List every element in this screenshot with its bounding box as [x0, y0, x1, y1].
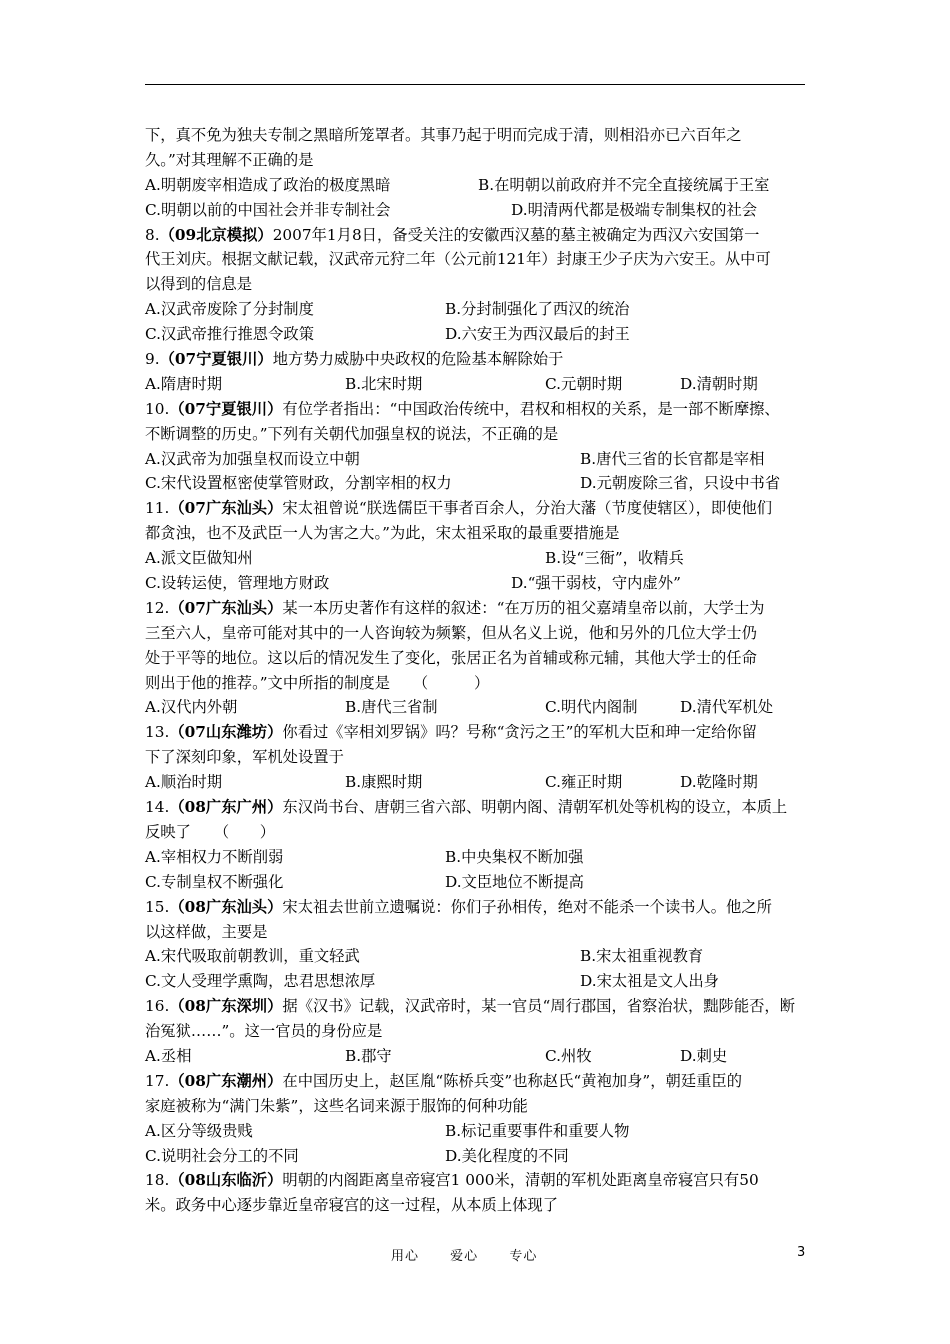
question-text: 有位学者指出：“中国政治传统中，君权和相权的关系，是一部不断摩擦、 — [282, 399, 780, 418]
option: C.元朝时期 — [545, 374, 623, 393]
question-stem-cont — [145, 1193, 810, 1218]
option: B.在明朝以前政府并不完全直接统属于王室 — [478, 175, 770, 194]
question-text: 宋太祖去世前立遗嘱说：你们子孙相传，绝对不能杀一个读书人。他之所 — [282, 897, 772, 916]
question-text: 米。政务中心逐步靠近皇帝寝宫的这一过程，从本质上体现了 — [145, 1196, 559, 1215]
question-stem-cont — [145, 671, 810, 696]
option: D.清代军机处 — [680, 698, 774, 717]
question-stem-cont — [145, 1094, 810, 1119]
option: D.文臣地位不断提高 — [445, 872, 584, 891]
options-row — [145, 1144, 810, 1169]
option: D.刺史 — [680, 1046, 728, 1065]
question-number: 11. — [145, 499, 170, 518]
question-stem-cont — [145, 1019, 810, 1044]
question-stem-cont — [145, 920, 810, 945]
question-text: 东汉尚书台、唐朝三省六部、明朝内阁、清朝军机处等机构的设立，本质上 — [282, 798, 788, 817]
question-text: 以这样做，主要是 — [145, 922, 268, 941]
question-stem — [145, 895, 810, 920]
option: B.分封制强化了西汉的统治 — [445, 300, 630, 319]
option: A.汉代内外朝 — [145, 698, 238, 717]
question-text: 地方势力威胁中央政权的危险基本解除始于 — [272, 350, 564, 369]
question-number: 12. — [145, 598, 170, 617]
question-stem-cont — [145, 646, 810, 671]
question-stem — [145, 720, 810, 745]
options-row — [145, 322, 810, 347]
question-source: （08广东汕头） — [169, 897, 283, 916]
question-stem — [145, 795, 810, 820]
question-source: （08广东深圳） — [169, 997, 283, 1016]
question-text: 某一本历史著作有这样的叙述：“在万历的祖父嘉靖皇帝以前，大学士为 — [282, 598, 765, 617]
option: A.宋代吸取前朝教训，重文轻武 — [145, 947, 360, 966]
option: B.唐代三省的长官都是宰相 — [580, 449, 765, 468]
option: B.北宋时期 — [345, 374, 423, 393]
option: B.标记重要事件和重要人物 — [445, 1121, 630, 1140]
option: A.丞相 — [145, 1046, 192, 1065]
options-row — [145, 1119, 810, 1144]
question-text: 据《汉书》记载，汉武帝时，某一官员“周行郡国，省察治状，黜陟能否，断 — [282, 997, 796, 1016]
question-source: （09北京模拟） — [159, 225, 273, 244]
options-row — [145, 571, 810, 596]
question-stem-cont — [145, 521, 810, 546]
motto-word: 专心 — [509, 1249, 538, 1264]
question-stem-cont — [145, 621, 810, 646]
question-stem-cont — [145, 820, 810, 845]
question-stem-cont — [145, 422, 810, 447]
page-number: 3 — [797, 1245, 806, 1260]
option: B.宋太祖重视教育 — [580, 947, 704, 966]
question-source: （08广东潮州） — [169, 1071, 283, 1090]
option: B.设“三衙”，收精兵 — [545, 549, 684, 568]
question-list — [145, 223, 810, 1219]
question-text: 在中国历史上，赵匡胤“陈桥兵变”也称赵氏“黄袍加身”，朝廷重臣的 — [282, 1071, 743, 1090]
option: A.汉武帝废除了分封制度 — [145, 300, 314, 319]
question-source: （08广东广州） — [169, 798, 283, 817]
header-rule — [145, 84, 805, 85]
question-stem — [145, 596, 810, 621]
option: D.元朝废除三省，只设中书省 — [580, 474, 781, 493]
question-number: 9. — [145, 350, 160, 369]
option: A.宰相权力不断削弱 — [145, 847, 284, 866]
option: C.宋代设置枢密使掌管财政，分割宰相的权力 — [145, 474, 452, 493]
question-text: 代王刘庆。根据文献记载，汉武帝元狩二年（公元前121年）封康王少子庆为六安王。从中可 — [145, 250, 771, 269]
option: B.中央集权不断加强 — [445, 847, 584, 866]
options-row — [145, 944, 810, 969]
question-text: 处于平等的地位。这以后的情况发生了变化，张居正名为首辅或称元辅，其他大学士的任命 — [145, 648, 757, 667]
option: A.汉武帝为加强皇权而设立中朝 — [145, 449, 360, 468]
question-source: （07广东汕头） — [169, 598, 283, 617]
option: A.派文臣做知州 — [145, 549, 253, 568]
question-source: （07山东潍坊） — [169, 723, 283, 742]
question-stem — [145, 397, 810, 422]
question-stem — [145, 496, 810, 521]
question-number: 10. — [145, 399, 170, 418]
question-number: 18. — [145, 1171, 170, 1190]
question-text: 下了深刻印象，军机处设置于 — [145, 748, 344, 767]
options-row — [145, 546, 810, 571]
question-number: 17. — [145, 1071, 170, 1090]
question-text: 三至六人，皇帝可能对其中的一人咨询较为频繁，但从名义上说，他和另外的几位大学士仍 — [145, 623, 757, 642]
question-text: 不断调整的历史。”下列有关朝代加强皇权的说法，不正确的是 — [145, 424, 559, 443]
question-number: 14. — [145, 798, 170, 817]
options-row — [145, 870, 810, 895]
question-number: 13. — [145, 723, 170, 742]
options-row — [145, 471, 810, 496]
option: B.康熙时期 — [345, 773, 423, 792]
option: C.明代内阁制 — [545, 698, 638, 717]
option: C.说明社会分工的不同 — [145, 1146, 299, 1165]
question-source: （07广东汕头） — [169, 499, 283, 518]
question-stem — [145, 223, 810, 248]
option: C.文人受理学熏陶，忠君思想浓厚 — [145, 972, 376, 991]
question-source: （08山东临沂） — [169, 1171, 283, 1190]
question-text: 明朝的内阁距离皇帝寝宫1 000米，清朝的军机处距离皇帝寝宫只有50 — [282, 1171, 759, 1190]
option: D.清朝时期 — [680, 374, 758, 393]
option: D.明清两代都是极端专制集权的社会 — [511, 200, 758, 219]
option: C.设转运使，管理地方财政 — [145, 574, 330, 593]
option: C.汉武帝推行推恩令政策 — [145, 325, 314, 344]
option: D.美化程度的不同 — [445, 1146, 569, 1165]
question-stem — [145, 347, 810, 372]
question-stem — [145, 1069, 810, 1094]
options-row — [145, 695, 810, 720]
q7-options-row-1 — [145, 173, 810, 198]
motto-word: 爱心 — [450, 1249, 479, 1264]
option: B.唐代三省制 — [345, 698, 438, 717]
question-number: 15. — [145, 897, 170, 916]
options-row — [145, 969, 810, 994]
options-row — [145, 447, 810, 472]
motto-word: 用心 — [391, 1249, 420, 1264]
option: D.六安王为西汉最后的封王 — [445, 325, 630, 344]
question-stem-cont — [145, 247, 810, 272]
intro-line: 下，真不免为独夫专制之黑暗所笼罩者。其事乃起于明而完成于清，则相沿亦已六百年之 — [145, 126, 742, 144]
options-row — [145, 770, 810, 795]
question-text: 以得到的信息是 — [145, 275, 253, 294]
question-text: 治冤狱……”。这一官员的身份应是 — [145, 1022, 383, 1041]
question-number: 8. — [145, 225, 160, 244]
question-stem-cont — [145, 272, 810, 297]
question-text: 则出于他的推荐。”文中所指的制度是 （ ） — [145, 673, 490, 692]
options-row — [145, 297, 810, 322]
option: A.顺治时期 — [145, 773, 223, 792]
option: A.区分等级贵贱 — [145, 1121, 253, 1140]
page-footer — [0, 1245, 950, 1269]
question-source: （07宁夏银川） — [169, 399, 283, 418]
option: C.州牧 — [545, 1046, 592, 1065]
option: D.“强干弱枝，守内虚外” — [511, 574, 681, 593]
options-row — [145, 372, 810, 397]
options-row — [145, 1044, 810, 1069]
option: D.乾隆时期 — [680, 773, 758, 792]
footer-motto — [391, 1245, 563, 1264]
document-body — [145, 123, 810, 1218]
question-text: 家庭被称为“满门朱紫”，这些名词来源于服饰的何种功能 — [145, 1096, 528, 1115]
question-text: 反映了 （ ） — [145, 822, 276, 841]
options-row — [145, 845, 810, 870]
question-text: 都贪浊，也不及武臣一人为害之大。”为此，宋太祖采取的最重要措施是 — [145, 524, 620, 543]
question-number: 16. — [145, 997, 170, 1016]
q7-options-row-2 — [145, 198, 810, 223]
question-stem-cont — [145, 745, 810, 770]
option: C.明朝以前的中国社会并非专制社会 — [145, 200, 391, 219]
option: D.宋太祖是文人出身 — [580, 972, 719, 991]
option: A.隋唐时期 — [145, 374, 223, 393]
question-source: （07宁夏银川） — [159, 350, 273, 369]
question-stem — [145, 994, 810, 1019]
intro-line: 久。”对其理解不正确的是 — [145, 150, 314, 169]
option: A.明朝废宰相造成了政治的极度黑暗 — [145, 175, 391, 194]
question-text: 宋太祖曾说“朕选儒臣干事者百余人，分治大藩（节度使辖区），即使他们 — [282, 499, 773, 518]
question-stem — [145, 1168, 810, 1193]
question-text: 2007年1月8日，备受关注的安徽西汉墓的墓主被确定为西汉六安国第一 — [272, 225, 760, 244]
option: C.雍正时期 — [545, 773, 623, 792]
option: B.郡守 — [345, 1046, 392, 1065]
option: C.专制皇权不断强化 — [145, 872, 284, 891]
question-text: 你看过《宰相刘罗锅》吗？号称“贪污之王”的军机大臣和珅一定给你留 — [282, 723, 757, 742]
